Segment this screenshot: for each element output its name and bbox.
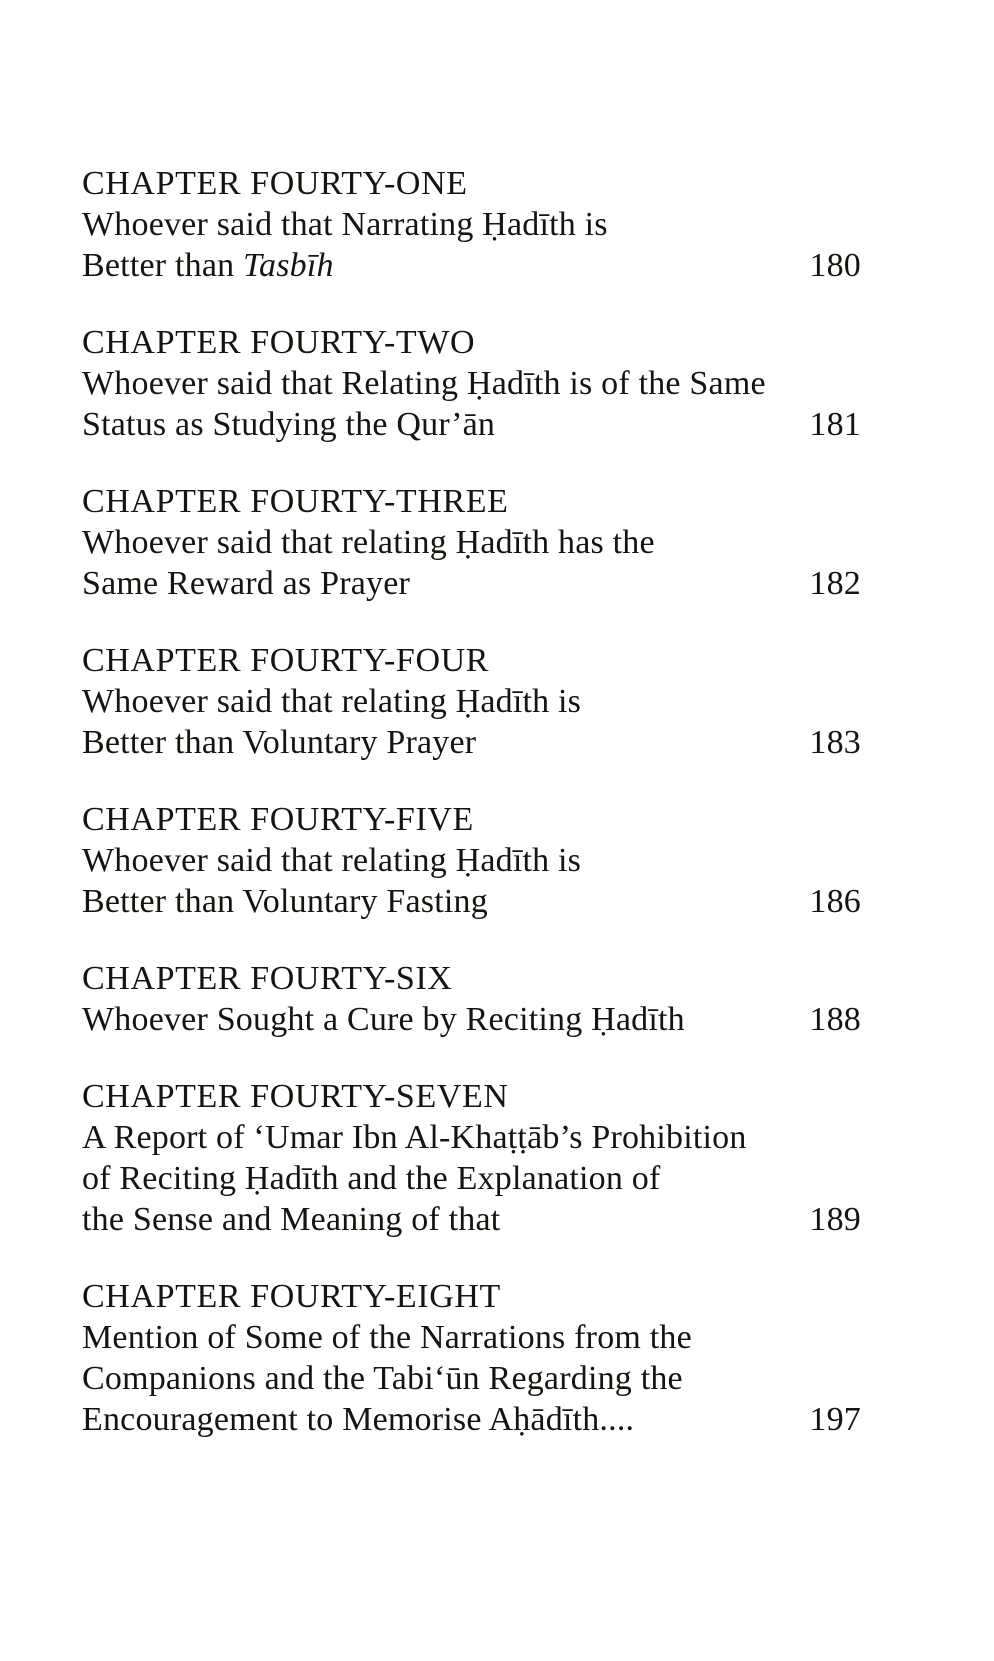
toc-entry (82, 799, 861, 922)
title-segment: Status as Studying the Qur’ān (82, 406, 496, 443)
chapter-title-text (82, 365, 766, 402)
chapter-title-text (82, 722, 476, 763)
chapter-title-line (82, 722, 861, 763)
title-segment: Better than Voluntary Fasting (82, 883, 488, 920)
title-segment: Whoever said that relating Ḥadīth is (82, 842, 582, 879)
title-segment: Whoever Sought a Cure by Reciting Ḥadīth (82, 1001, 685, 1038)
title-segment: Better than Voluntary Prayer (82, 724, 477, 761)
page-number: 189 (809, 1201, 861, 1238)
title-segment: Whoever said that relating Ḥadīth is (82, 683, 582, 720)
page-number: 183 (809, 724, 861, 761)
chapter-heading: CHAPTER FOURTY-FIVE (82, 801, 474, 838)
chapter-title-line (82, 1399, 861, 1440)
chapter-title-line (82, 1317, 861, 1358)
page-number: 180 (809, 247, 861, 284)
chapter-title-text (82, 404, 495, 445)
chapter-title-text (82, 999, 685, 1040)
toc-entry (82, 163, 861, 286)
chapter-heading: CHAPTER FOURTY-EIGHT (82, 1278, 501, 1315)
chapter-title-line (82, 1358, 861, 1399)
title-segment: the Sense and Meaning of that (82, 1201, 501, 1238)
chapter-heading: CHAPTER FOURTY-SEVEN (82, 1078, 509, 1115)
title-segment: Better than (82, 247, 244, 284)
title-segment: Encouragement to Memorise Aḥādīth.... (82, 1401, 635, 1438)
toc-entry (82, 1276, 861, 1440)
toc-entry (82, 1076, 861, 1240)
page-number: 186 (809, 883, 861, 920)
page-number: 197 (809, 1401, 861, 1438)
chapter-title-line (82, 204, 861, 245)
chapter-title-line (82, 999, 861, 1040)
page-number: 181 (809, 406, 861, 443)
chapter-title-line (82, 522, 861, 563)
chapter-title-text (82, 881, 488, 922)
chapter-title-text (82, 1119, 747, 1156)
chapter-heading: CHAPTER FOURTY-SIX (82, 960, 453, 997)
chapter-title-line (82, 404, 861, 445)
title-segment: A Report of ‘Umar Ibn Al-Khaṭṭāb’s Prohibition (82, 1119, 747, 1156)
chapter-heading: CHAPTER FOURTY-ONE (82, 165, 468, 202)
chapter-title-text (82, 245, 334, 286)
chapter-title-line (82, 363, 861, 404)
title-segment: Same Reward as Prayer (82, 565, 411, 602)
toc-entry (82, 481, 861, 604)
chapter-title-text (82, 563, 410, 604)
title-segment: Companions and the Tabi‘ūn Regarding the (82, 1360, 683, 1397)
chapter-title-line (82, 245, 861, 286)
chapter-title-line (82, 881, 861, 922)
chapter-title-text (82, 1319, 692, 1356)
table-of-contents (82, 163, 861, 1476)
chapter-title-text (82, 683, 581, 720)
chapter-title-text (82, 1360, 683, 1397)
title-segment: Whoever said that relating Ḥadīth has the (82, 524, 655, 561)
chapter-title-text (82, 1160, 661, 1197)
chapter-title-line (82, 681, 861, 722)
chapter-title-text (82, 842, 581, 879)
chapter-title-line (82, 1117, 861, 1158)
chapter-title-line (82, 563, 861, 604)
title-segment: Whoever said that Relating Ḥadīth is of the Same (82, 365, 766, 402)
toc-entry (82, 640, 861, 763)
toc-entry (82, 322, 861, 445)
chapter-title-text (82, 1399, 634, 1440)
chapter-title-line (82, 1158, 861, 1199)
chapter-title-line (82, 1199, 861, 1240)
transliterated-term: Tasbīh (243, 247, 334, 284)
title-segment: of Reciting Ḥadīth and the Explanation of (82, 1160, 661, 1197)
chapter-title-text (82, 1199, 500, 1240)
chapter-title-line (82, 840, 861, 881)
toc-entry (82, 958, 861, 1040)
chapter-heading: CHAPTER FOURTY-FOUR (82, 642, 490, 679)
page-number: 188 (809, 1001, 861, 1038)
chapter-heading: CHAPTER FOURTY-THREE (82, 483, 509, 520)
page-number: 182 (809, 565, 861, 602)
title-segment: Whoever said that Narrating Ḥadīth is (82, 206, 608, 243)
title-segment: Mention of Some of the Narrations from the (82, 1319, 692, 1356)
chapter-title-text (82, 206, 608, 243)
chapter-heading: CHAPTER FOURTY-TWO (82, 324, 476, 361)
chapter-title-text (82, 524, 655, 561)
